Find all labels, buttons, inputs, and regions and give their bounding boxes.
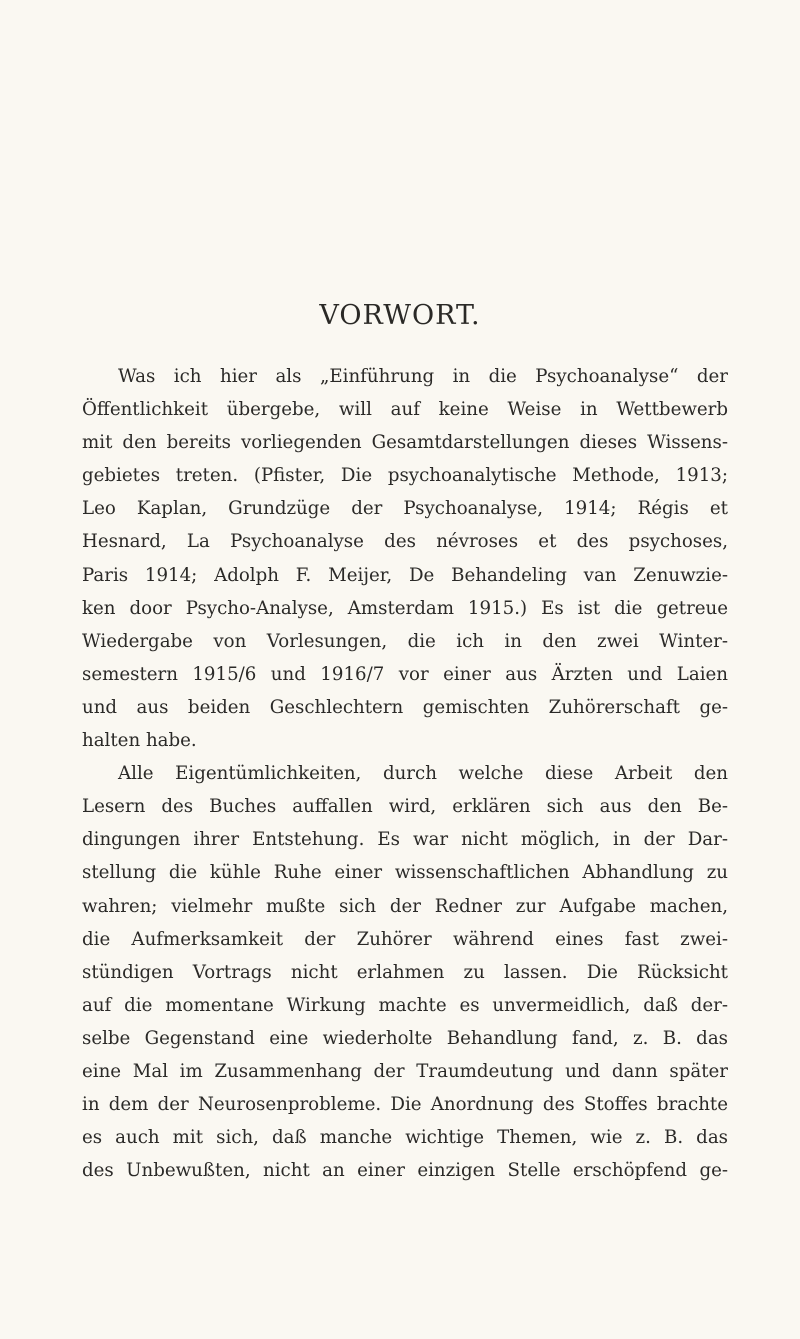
text-line: Alle Eigentümlichkeiten, durch welche diese Arbeit den bbox=[118, 763, 728, 785]
text-line: Paris 1914; Adolph F. Meijer, De Behandeling van Zenuwzie- bbox=[82, 564, 728, 586]
text-line: Was ich hier als „Einführung in die Psychoanalyse“ der bbox=[118, 366, 728, 387]
text-line: mit den bereits vorliegenden Gesamtdarstellungen dieses Wissens- bbox=[82, 432, 728, 454]
page-title: VORWORT. bbox=[319, 300, 481, 331]
text-line: eine Mal im Zusammenhang der Traumdeutung und dann später bbox=[82, 1060, 728, 1082]
text-line: semestern 1915/6 und 1916/7 vor einer aus Ärzten und Laien bbox=[82, 663, 728, 685]
text-line: auf die momentane Wirkung machte es unvermeidlich, daß der- bbox=[82, 994, 728, 1016]
text-line: stündigen Vortrags nicht erlahmen zu lassen. Die Rücksicht bbox=[82, 961, 728, 983]
text-line: Hesnard, La Psychoanalyse des névroses et des psychoses, bbox=[82, 531, 728, 553]
body-text bbox=[82, 360, 728, 1187]
text-line: Lesern des Buches auffallen wird, erklären sich aus den Be- bbox=[82, 796, 728, 818]
text-line: Öffentlichkeit übergebe, will auf keine Weise in Wettbewerb bbox=[82, 399, 728, 421]
text-line: selbe Gegenstand eine wiederholte Behandlung fand, z. B. das bbox=[82, 1027, 728, 1049]
text-line: des Unbewußten, nicht an einer einzigen Stelle erschöpfend ge- bbox=[82, 1160, 728, 1182]
text-line: Leo Kaplan, Grundzüge der Psychoanalyse, 1914; Régis et bbox=[82, 498, 728, 520]
text-line: gebietes treten. (Pfister, Die psychoanalytische Methode, 1913; bbox=[82, 465, 728, 487]
paragraph-1 bbox=[82, 360, 728, 757]
text-line: stellung die kühle Ruhe einer wissenschaftlichen Abhandlung zu bbox=[82, 862, 728, 884]
text-line: und aus beiden Geschlechtern gemischten Zuhörerschaft ge- bbox=[82, 696, 728, 718]
text-line: die Aufmerksamkeit der Zuhörer während eines fast zwei- bbox=[82, 928, 728, 950]
text-line: dingungen ihrer Entstehung. Es war nicht möglich, in der Dar- bbox=[82, 829, 728, 851]
text-line: es auch mit sich, daß manche wichtige Themen, wie z. B. das bbox=[82, 1127, 728, 1149]
text-line: in dem der Neurosenprobleme. Die Anordnung des Stoffes brachte bbox=[82, 1094, 728, 1116]
text-line: Wiedergabe von Vorlesungen, die ich in den zwei Winter- bbox=[82, 630, 728, 652]
text-line: ken door Psycho-Analyse, Amsterdam 1915.) Es ist die getreue bbox=[82, 597, 728, 619]
text-line: halten habe. bbox=[82, 730, 197, 752]
text-line: wahren; vielmehr mußte sich der Redner zur Aufgabe machen, bbox=[82, 895, 728, 917]
paragraph-2 bbox=[82, 757, 728, 1187]
